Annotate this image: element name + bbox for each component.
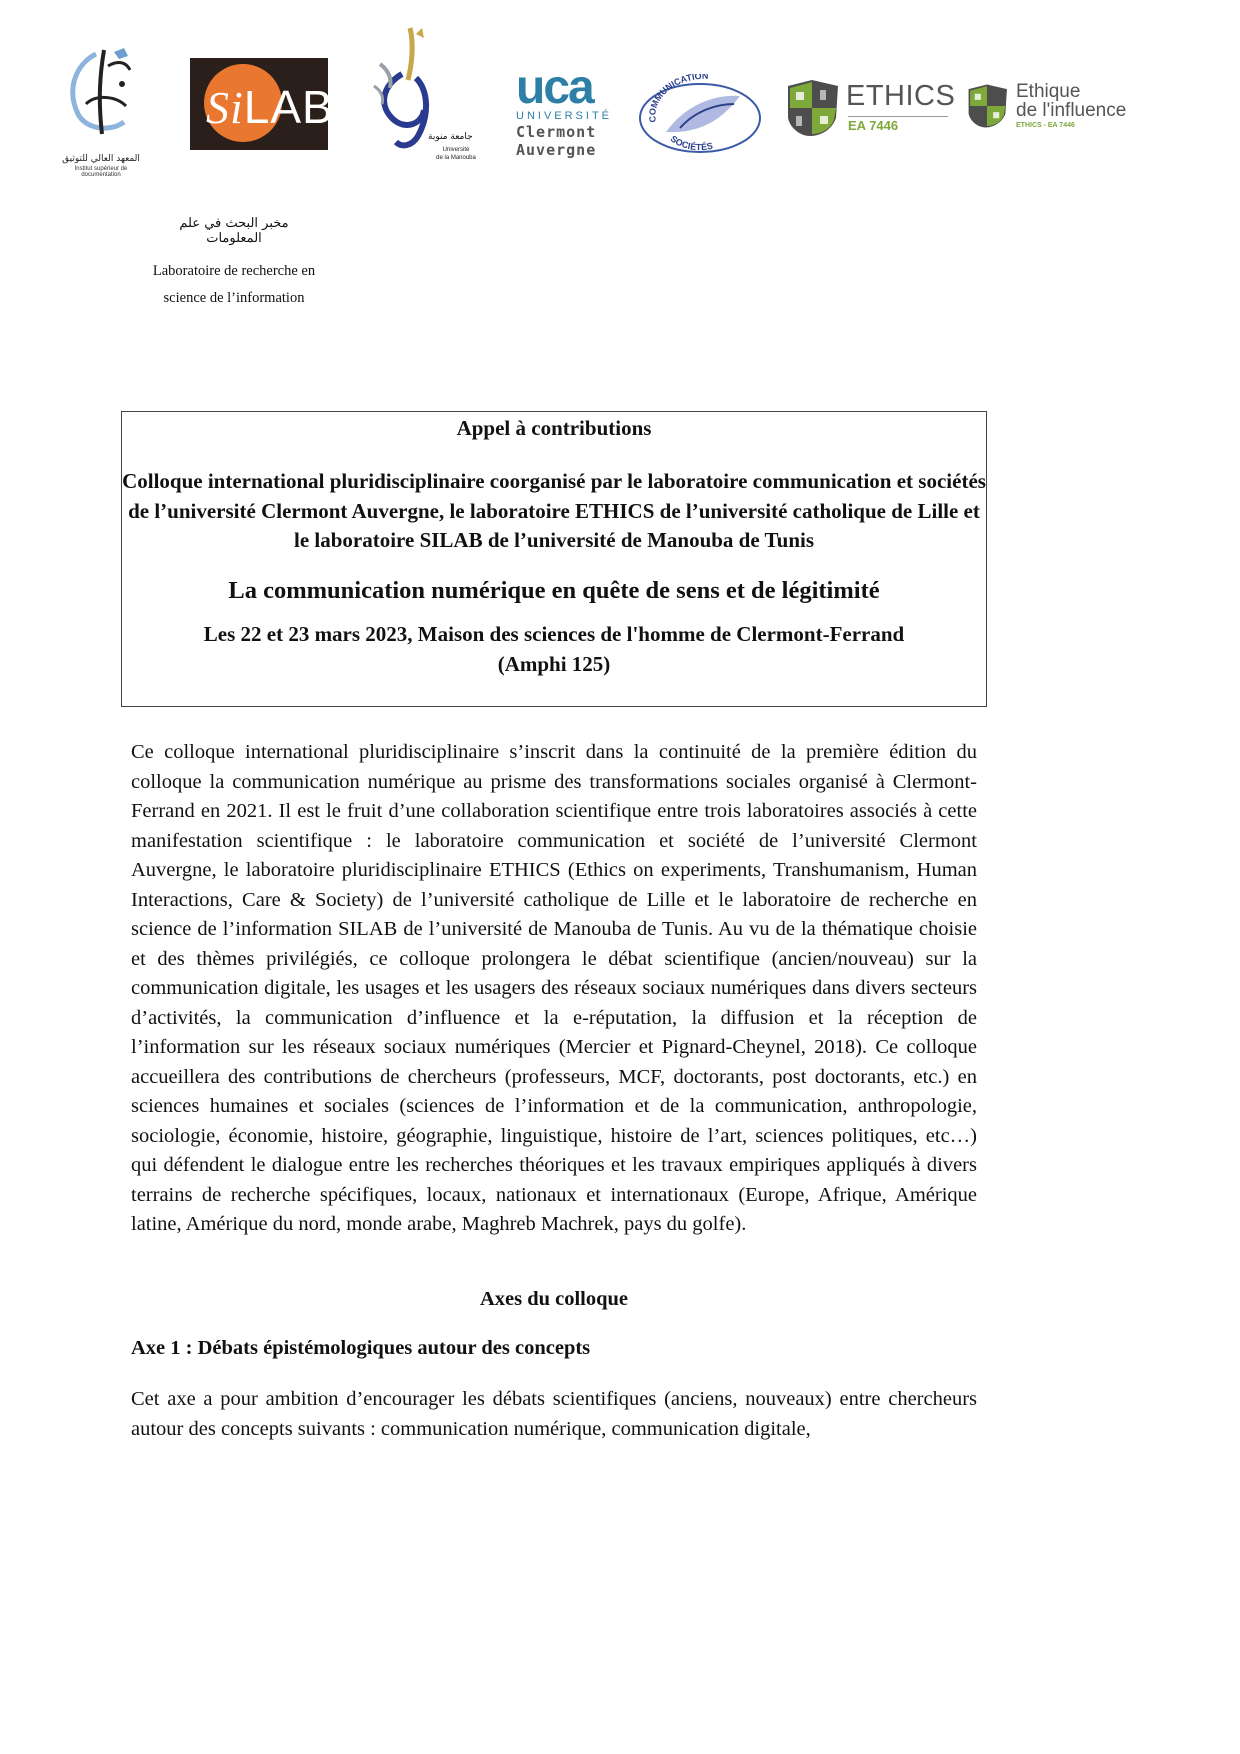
uca-logo — [516, 61, 646, 166]
dates-line2: (Amphi 125) — [497, 652, 611, 676]
uca-universite: UNIVERSITÉ — [516, 110, 613, 122]
intro-paragraph: Ce colloque international pluridisciplinaire s’inscrit dans la continuité de la première édition du colloque la communication numérique au prisme des transformations sociales organisé à Clermont-Ferrand en 2021. Il est le fruit d’une collaboration scientifique entre trois laboratoires associés à cette manifestation scientifique : le laboratoire communication et société de l’université Clermont Auvergne, le laboratoire pluridisciplinaire ETHICS (Ethics on experiments, Transhumanism, Human Interactions, Care & Society) de l’université catholique de Lille et le laboratoire de recherche en science de l’information SILAB de l’université de Manouba de Tunis. Au vu de la thématique choisie et des thèmes privilégiés, ce colloque prolongera le débat scientifique (ancien/nouveau) sur la communication digitale, les usages et les usagers des réseaux sociaux numériques dans divers secteurs d’activités, la communication d’influence et la e-réputation, la diffusion et la réception de l’information sur les réseaux sociaux numériques (Mercier et Pignard-Cheynel, 2018). Ce colloque accueillera des contributions de chercheurs (professeurs, MCF, doctorants, post doctorants, etc.) en sciences humaines et sociales (sciences de l’information et de la communication, anthropologie, sociologie, économie, histoire, géographie, linguistique, histoire de l’art, sciences politiques, etc…) qui défendent le dialogue entre les recherches théoriques et les travaux empiriques appliqués à divers terrains de recherche spécifiques, locaux, nationaux et internationaux (Europe, Afrique, Amérique latine, Amérique du nord, monde arabe, Maghreb Machrek, pays du golfe). — [131, 741, 977, 1235]
dates-line1: Les 22 et 23 mars 2023, Maison des sciences de l'homme de Clermont-Ferrand — [203, 622, 905, 646]
influence-line1: Ethique — [1016, 81, 1081, 102]
axe1-heading: Axe 1 : Débats épistémologiques autour des concepts — [131, 1337, 591, 1359]
ethics-shield-icon — [782, 78, 842, 138]
ethics-code: EA 7446 — [848, 116, 948, 133]
uca-auvergne: Auvergne — [516, 141, 597, 159]
influence-name — [1016, 82, 1126, 120]
lab-french-line1: Laboratoire de recherche en — [152, 263, 316, 279]
isd-logo — [56, 44, 146, 179]
influence-shield-icon — [964, 80, 1010, 132]
communication-societes-logo — [636, 74, 766, 164]
lab-french-line2: science de l’information — [163, 290, 305, 306]
manouba-line2: de la Manouba — [436, 155, 476, 161]
axes-heading: Axes du colloque — [479, 1288, 629, 1310]
manouba-arabic-name: جامعة منوبة — [428, 132, 473, 142]
ethique-influence-logo — [964, 80, 1204, 160]
uca-letters: uca — [516, 61, 593, 114]
communication-societes-emblem-icon — [636, 74, 766, 164]
influence-line2: de l'influence — [1016, 100, 1127, 121]
manouba-line1: Université — [442, 147, 470, 153]
uca-clermont: Clermont — [516, 123, 597, 141]
influence-code: ETHICS - EA 7446 — [1016, 122, 1075, 129]
colloque-dates — [122, 619, 986, 679]
manouba-logo — [372, 24, 492, 174]
manouba-french-name — [424, 146, 488, 162]
call-heading: Appel à contributions — [456, 416, 652, 440]
call-for-contributions-box — [121, 411, 987, 707]
comsoc-top-text: COMMUNICATION — [647, 74, 709, 123]
lab-french-name — [140, 258, 328, 312]
colloque-title: La communication numérique en quête de sens et de légitimité — [228, 577, 880, 604]
partner-logos — [56, 24, 1196, 178]
isd-arabic-name: المعهد العالي للتوثيق — [62, 154, 140, 164]
axe1-paragraph: Cet axe a pour ambition d’encourager les débats scientifiques (anciens, nouveaux) entre chercheurs autour des concepts suivants : communication numérique, communication digitale, — [131, 1388, 977, 1440]
comsoc-bottom-text: SOCIÉTÉS — [668, 133, 714, 153]
lab-arabic-name: مخبر البحث في علم المعلومات — [179, 216, 289, 246]
silab-si: Si — [206, 82, 244, 133]
ethics-logo — [782, 78, 962, 158]
silab-logo — [190, 58, 334, 150]
isd-emblem-icon — [56, 44, 146, 152]
silab-wordmark — [206, 80, 334, 134]
colloque-description: Colloque international pluridisciplinaire coorganisé par le laboratoire communication et sociétés de l’université Clermont Auvergne, le laboratoire ETHICS de l’université catholique de Lille et le laboratoire SILAB de l’université de Manouba de Tunis — [122, 469, 986, 552]
isd-french-name: Institut supérieur de documentation — [74, 166, 128, 178]
ethics-name: ETHICS — [846, 80, 956, 112]
silab-lab: LAB — [243, 81, 334, 133]
